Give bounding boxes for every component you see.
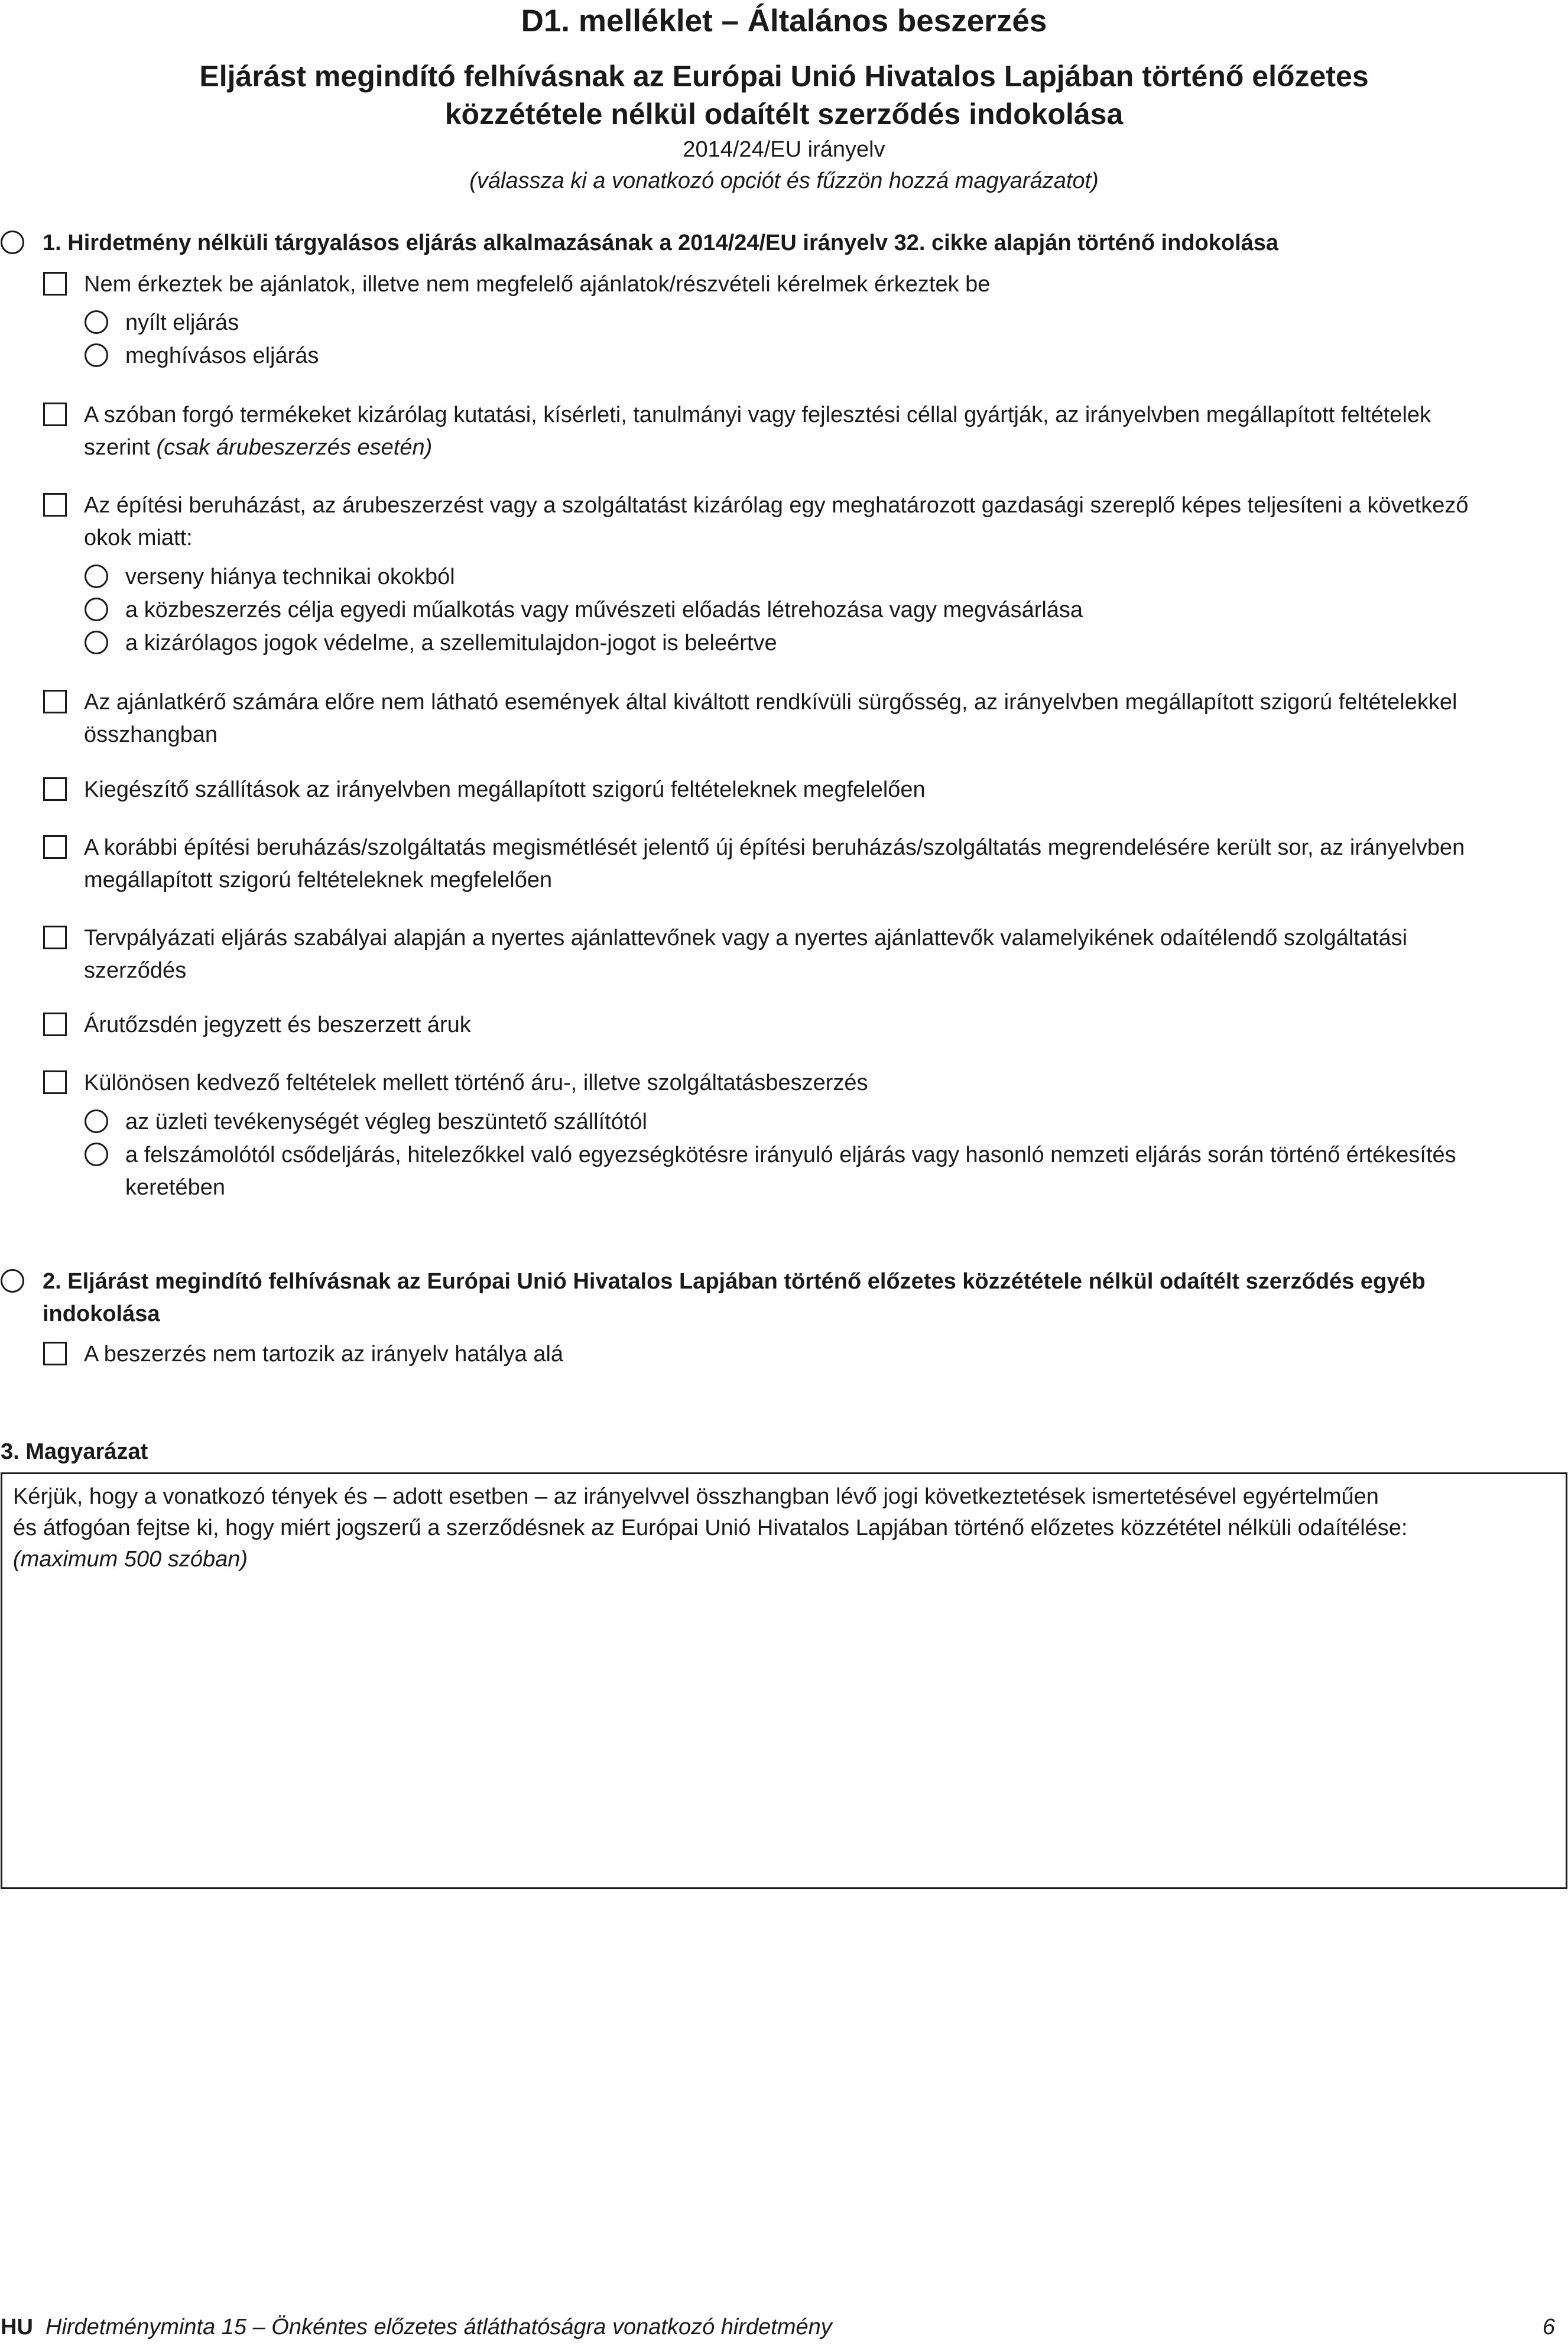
explanation-prompt-line1: Kérjük, hogy a vonatkozó tények és – adott esetben – az irányelvvel összhangban lévő jogi következtetések ismertetésével egyértelműen — [13, 1484, 1379, 1509]
footer-language: HU — [1, 2315, 33, 2339]
outside-scope-checkbox[interactable] — [43, 1342, 67, 1365]
no-tenders-label: Nem érkeztek be ajánlatok, illetve nem megfelelő ajánlatok/részvételi kérelmek érkeztek be — [84, 272, 991, 297]
single-operator-checkbox[interactable] — [43, 493, 67, 517]
artwork-label: a közbeszerzés célja egyedi műalkotás vagy művészeti előadás létrehozása vagy megvásárlása — [125, 598, 1083, 622]
explanation-textbox[interactable] — [1, 1472, 1567, 1889]
insolvency-radio[interactable] — [85, 1143, 108, 1166]
restricted-procedure-label: meghívásos eljárás — [125, 343, 319, 368]
urgency-label-line2: összhangban — [84, 722, 218, 747]
design-contest-label-line1: Tervpályázati eljárás szabályai alapján a nyertes ajánlattevőnek vagy a nyertes ajánlattevők valamelyikének odaítélendő szolgáltatási — [84, 926, 1408, 950]
section1-radio[interactable] — [1, 231, 24, 254]
additional-deliveries-checkbox[interactable] — [43, 777, 67, 801]
open-procedure-radio[interactable] — [85, 310, 108, 334]
page-subtitle-line2: közzététele nélkül odaítélt szerződés indokolása — [444, 98, 1124, 131]
urgency-label-line1: Az ajánlatkérő számára előre nem látható események által kiváltott rendkívüli sürgősség, az irányelvben megállapított szigorú feltételekkel — [84, 690, 1457, 715]
section2-heading-line1: 2. Eljárást megindító felhívásnak az Európai Unió Hivatalos Lapjában történő előzetes közzététele nélkül odaítélt szerződés egyéb — [43, 1269, 1426, 1294]
restricted-procedure-radio[interactable] — [85, 343, 108, 367]
repetition-label-line1: A korábbi építési beruházás/szolgáltatás megismétlését jelentő új építési beruházás/szolgáltatás megrendelésére került sor, az irányelvben — [84, 835, 1465, 860]
single-operator-label-line2: okok miatt: — [84, 525, 193, 550]
exclusive-rights-radio[interactable] — [85, 631, 108, 654]
research-label-line2: szerint (csak árubeszerzés esetén) — [84, 435, 433, 460]
open-procedure-label: nyílt eljárás — [125, 310, 239, 335]
section3-heading: 3. Magyarázat — [1, 1439, 148, 1464]
outside-scope-label: A beszerzés nem tartozik az irányelv hatálya alá — [84, 1342, 564, 1367]
insolvency-label-line1: a felszámolótól csődeljárás, hitelezőkkel való egyezségkötésre irányuló eljárás vagy hasonló nemzeti eljárás során történő értékesítés — [125, 1143, 1456, 1167]
page-subtitle-line1: Eljárást megindító felhívásnak az Európai Unió Hivatalos Lapjában történő előzetes — [199, 60, 1369, 93]
winding-up-supplier-label: az üzleti tevékenységét végleg beszüntető szállítótól — [125, 1109, 647, 1134]
no-tenders-checkbox[interactable] — [43, 272, 67, 296]
directive-label: 2014/24/EU irányelv — [683, 137, 885, 162]
explanation-prompt-line2: és átfogóan fejtse ki, hogy miért jogszerű a szerződésnek az Európai Unió Hivatalos Lapjában történő előzetes közzététel nélküli odaítélése: — [13, 1516, 1408, 1540]
winding-up-supplier-radio[interactable] — [85, 1109, 108, 1133]
urgency-checkbox[interactable] — [43, 690, 67, 713]
design-contest-checkbox[interactable] — [43, 926, 67, 949]
footer-form-name: Hirdetményminta 15 – Önkéntes előzetes átláthatóságra vonatkozó hirdetmény — [46, 2315, 832, 2339]
commodity-market-checkbox[interactable] — [43, 1013, 67, 1036]
single-operator-label-line1: Az építési beruházást, az árubeszerzést vagy a szolgáltatást kizárólag egy meghatározott gazdasági szereplő képes teljesíteni a következő — [84, 493, 1469, 518]
design-contest-label-line2: szerződés — [84, 958, 187, 983]
advantageous-terms-label: Különösen kedvező feltételek mellett történő áru-, illetve szolgáltatásbeszerzés — [84, 1070, 868, 1095]
word-limit-hint: (maximum 500 szóban) — [13, 1547, 248, 1572]
exclusive-rights-label: a kizárólagos jogok védelme, a szellemitulajdon-jogot is beleértve — [125, 631, 777, 656]
artwork-radio[interactable] — [85, 598, 108, 621]
additional-deliveries-label: Kiegészítő szállítások az irányelvben megállapított szigorú feltételeknek megfelelően — [84, 777, 926, 802]
insolvency-label-line2: keretében — [125, 1175, 226, 1200]
repetition-checkbox[interactable] — [43, 835, 67, 859]
research-checkbox[interactable] — [43, 403, 67, 426]
footer — [1, 2315, 832, 2340]
section2-heading-line2: indokolása — [43, 1302, 160, 1326]
research-label-line1: A szóban forgó termékeket kizárólag kutatási, kísérleti, tanulmányi vagy fejlesztési céllal gyártják, az irányelvben megállapított feltételek — [84, 403, 1431, 427]
repetition-label-line2: megállapított szigorú feltételeknek megfelelően — [84, 868, 553, 893]
page-title: D1. melléklet – Általános beszerzés — [521, 4, 1047, 38]
technical-reasons-radio[interactable] — [85, 564, 108, 588]
commodity-market-label: Árutőzsdén jegyzett és beszerzett áruk — [84, 1013, 471, 1037]
page-number: 6 — [1542, 2315, 1555, 2339]
technical-reasons-label: verseny hiánya technikai okokból — [125, 564, 455, 589]
section1-heading: 1. Hirdetmény nélküli tárgyalásos eljárás alkalmazásának a 2014/24/EU irányelv 32. cikke alapján történő indokolása — [43, 231, 1279, 255]
supply-only-note: (csak árubeszerzés esetén) — [156, 435, 433, 460]
instruction-text: (válassza ki a vonatkozó opciót és fűzzön hozzá magyarázatot) — [469, 168, 1099, 193]
advantageous-terms-checkbox[interactable] — [43, 1070, 67, 1094]
section2-radio[interactable] — [1, 1269, 24, 1293]
